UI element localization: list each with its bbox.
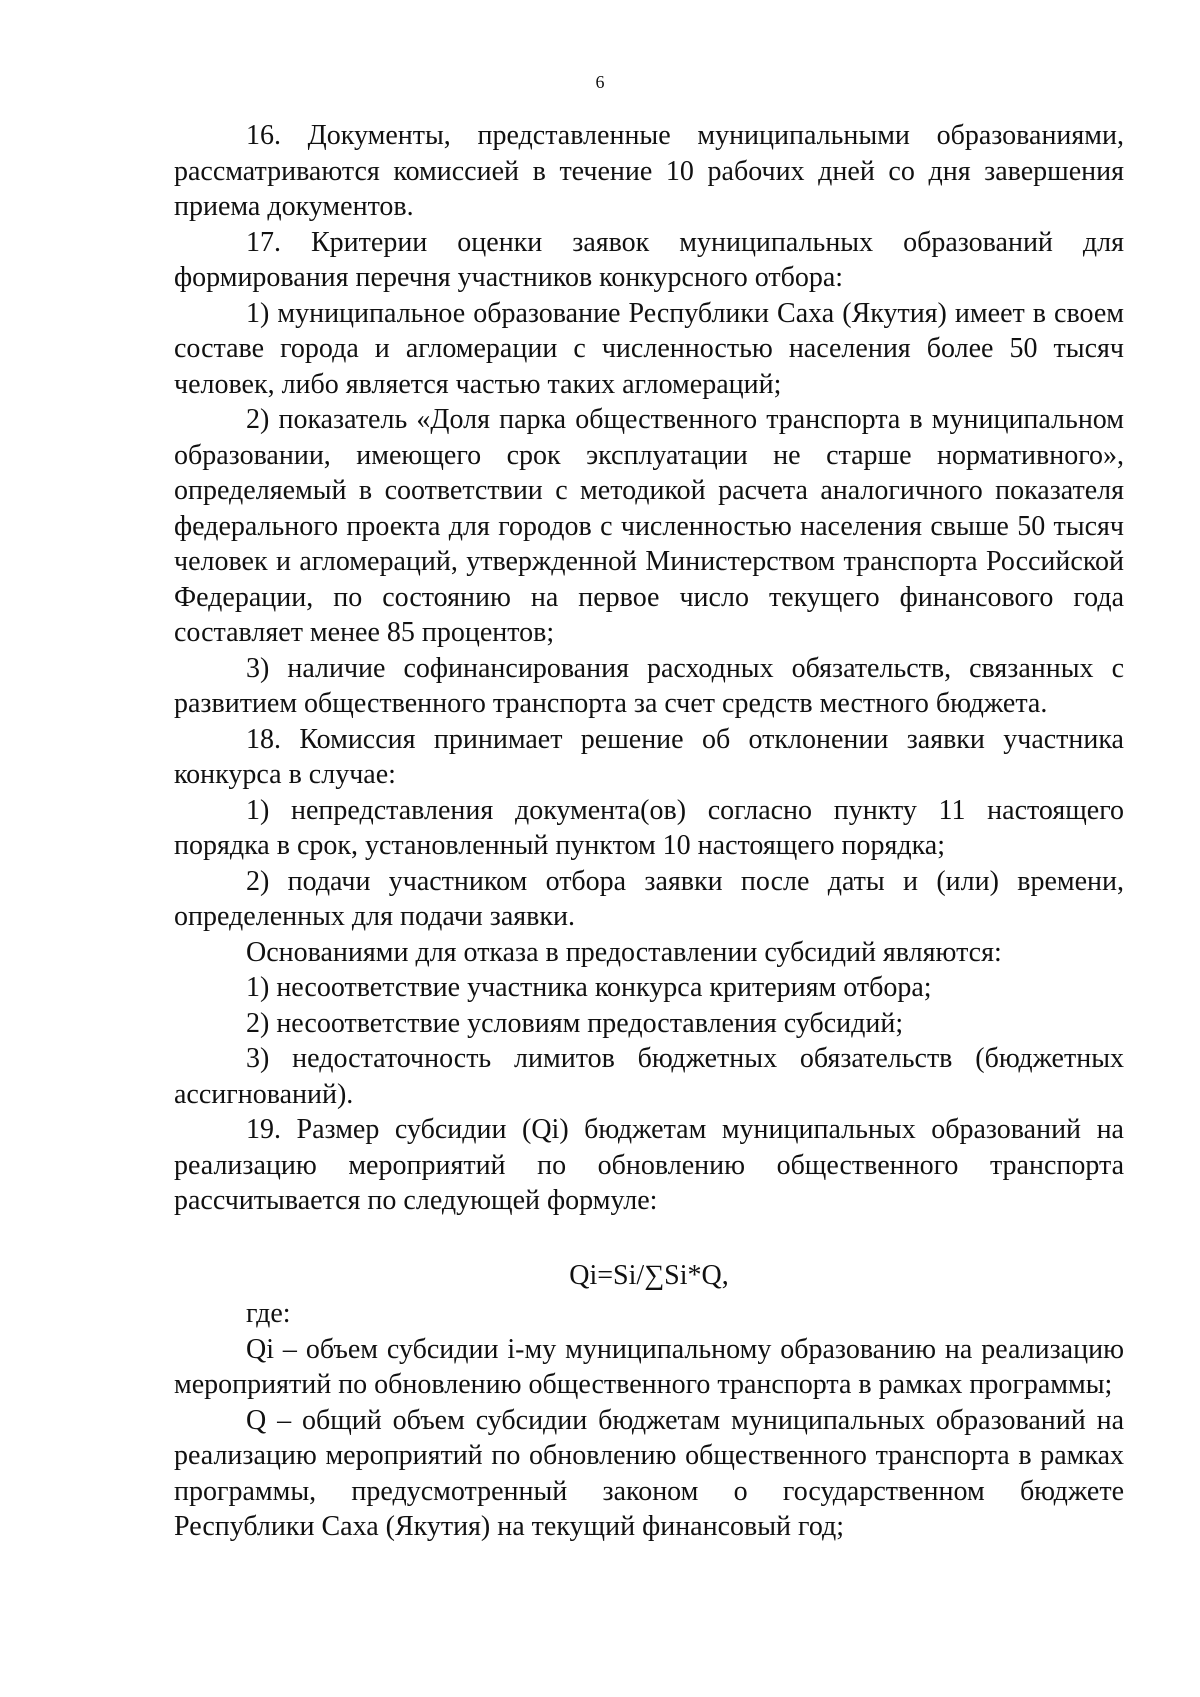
subsidy-formula: Qi=Si/∑Si*Q, xyxy=(569,1259,729,1291)
paragraph-18-item-1: 1) непредставления документа(ов) согласно пункту 11 настоящего порядка в срок, установленный пунктом 10 настоящего порядка; xyxy=(174,794,1124,861)
paragraph-17-item-2: 2) показатель «Доля парка общественного транспорта в муниципальном образовании, имеющего срок эксплуатации не старше нормативного», определяемый в соответствии с методикой расчета аналогичного показателя федерального проекта для городов с численностью населения свыше 50 тысяч человек и агломераций, утвержденной Министерством транспорта Российской Федерации, по состоянию на первое число текущего финансового года составляет менее 85 процентов; xyxy=(174,404,1124,648)
paragraph-18: 18. Комиссия принимает решение об отклонении заявки участника конкурса в случае: xyxy=(174,723,1124,790)
where-label: где: xyxy=(246,1298,291,1329)
paragraph-17-item-1: 1) муниципальное образование Республики Саха (Якутия) имеет в своем составе города и агломерации с численностью населения более 50 тысяч человек, либо является частью таких агломераций; xyxy=(174,297,1124,400)
refusal-grounds-heading: Основаниями для отказа в предоставлении субсидий являются: xyxy=(246,936,1002,968)
document-body xyxy=(174,118,1124,1545)
page-number: 6 xyxy=(595,72,605,92)
paragraph-16: 16. Документы, представленные муниципальными образованиями, рассматриваются комиссией в течение 10 рабочих дней со дня завершения приема документов. xyxy=(174,120,1124,222)
definition-q: Q – общий объем субсидии бюджетам муниципальных образований на реализацию мероприятий по обновлению общественного транспорта в рамках программы, предусмотренный законом о государственном бюджете Республики Саха (Якутия) на текущий финансовый год; xyxy=(174,1404,1124,1542)
refusal-ground-2: 2) несоответствие условиям предоставления субсидий; xyxy=(246,1007,904,1039)
paragraph-19: 19. Размер субсидии (Qi) бюджетам муниципальных образований на реализацию мероприятий по обновлению общественного транспорта рассчитывается по следующей формуле: xyxy=(174,1114,1124,1216)
refusal-ground-3: 3) недостаточность лимитов бюджетных обязательств (бюджетных ассигнований). xyxy=(174,1043,1124,1110)
paragraph-17: 17. Критерии оценки заявок муниципальных образований для формирования перечня участников конкурсного отбора: xyxy=(174,226,1124,293)
definition-qi: Qi – объем субсидии i-му муниципальному образованию на реализацию мероприятий по обновлению общественного транспорта в рамках программы; xyxy=(174,1333,1124,1400)
paragraph-17-item-3: 3) наличие софинансирования расходных обязательств, связанных с развитием общественного транспорта за счет средств местного бюджета. xyxy=(174,652,1124,719)
refusal-ground-1: 1) несоответствие участника конкурса критериям отбора; xyxy=(246,972,932,1003)
paragraph-18-item-2: 2) подачи участником отбора заявки после даты и (или) времени, определенных для подачи заявки. xyxy=(174,865,1124,932)
